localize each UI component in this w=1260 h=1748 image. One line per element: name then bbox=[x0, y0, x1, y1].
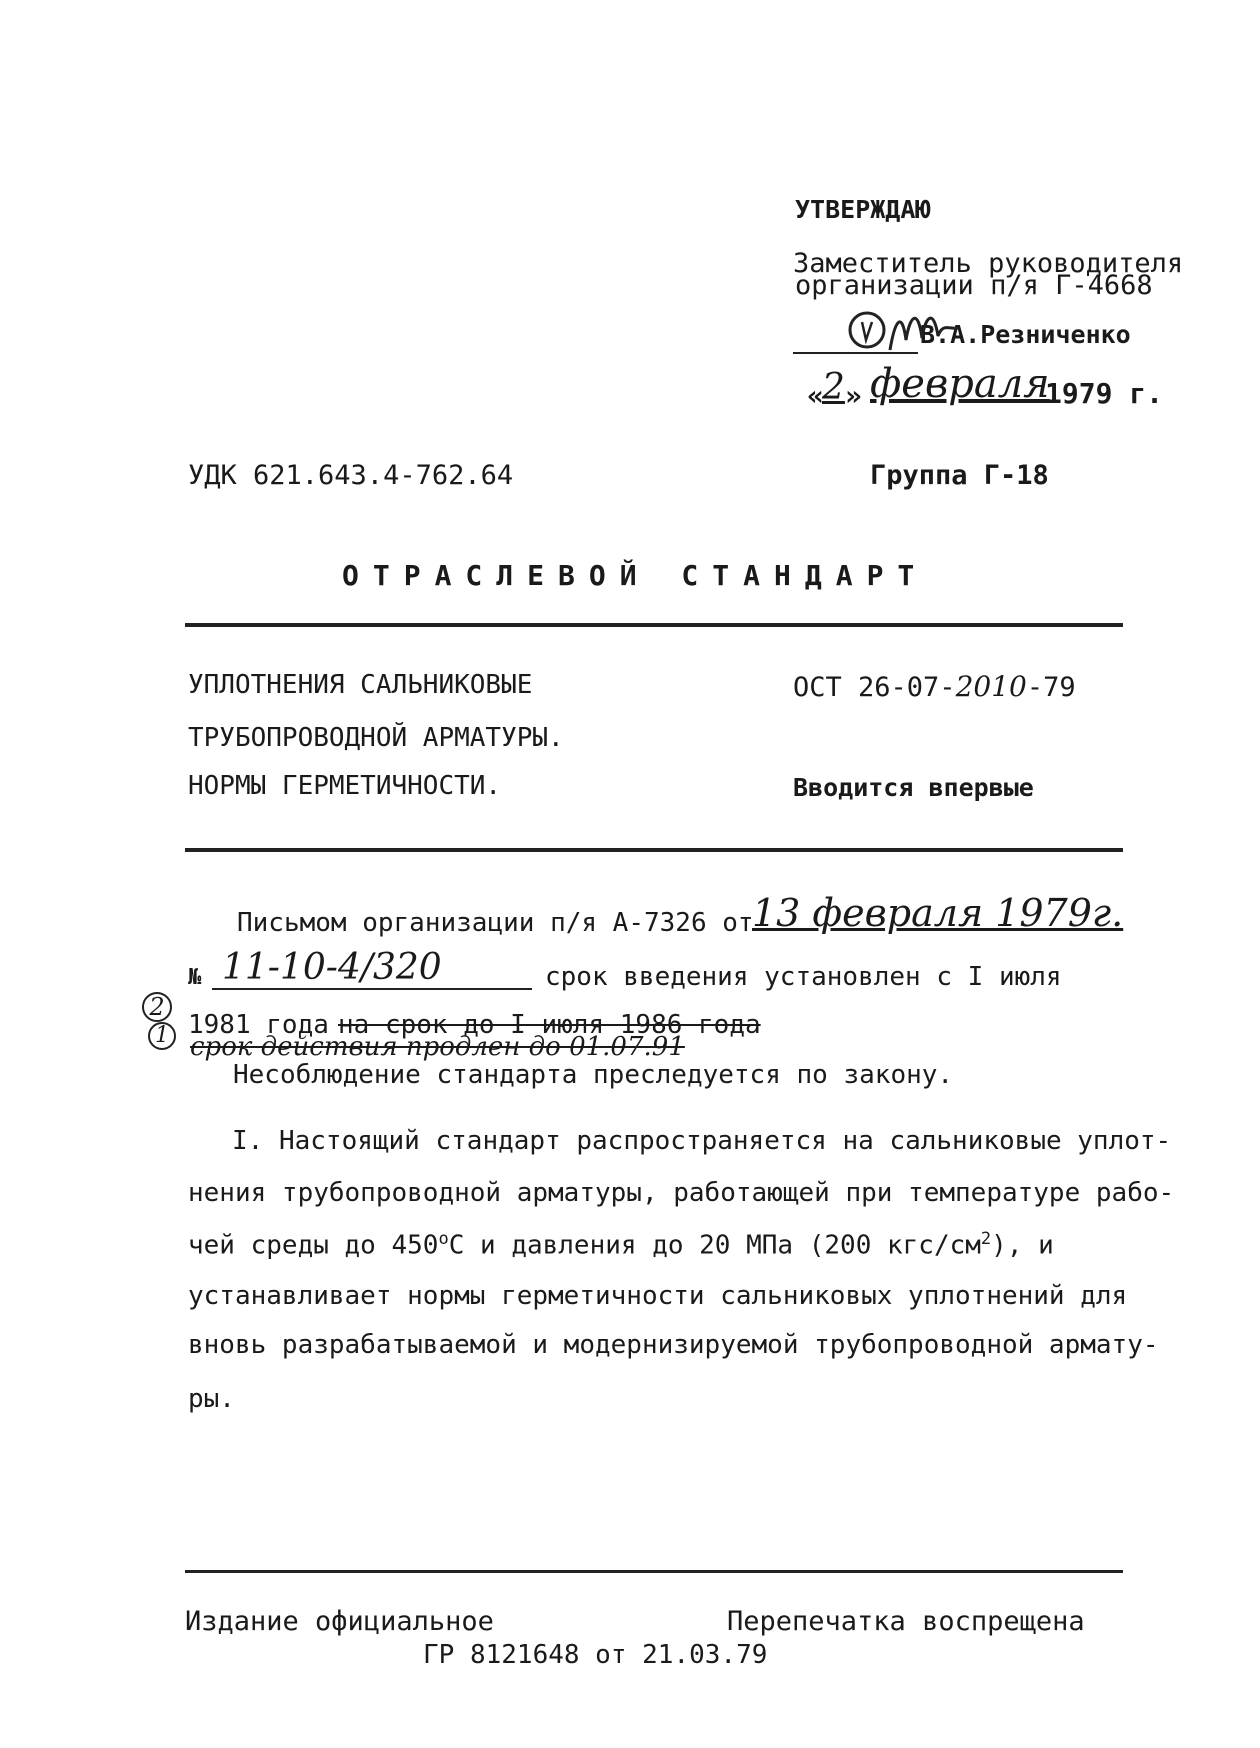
clause-1-line3 bbox=[188, 1231, 1054, 1259]
standard-number bbox=[793, 670, 1076, 703]
extension-handwritten: срок действия продлен до 01.07.91 bbox=[190, 1032, 685, 1062]
revision-mark-1: 1 bbox=[148, 1022, 176, 1050]
footer-rule bbox=[185, 1570, 1123, 1573]
approval-heading: УТВЕРЖДАЮ bbox=[795, 195, 931, 224]
standard-number-handwritten: 2010 bbox=[955, 670, 1027, 703]
clause-1-line3-part-b: С и давления до 20 МПа (200 кгс/см bbox=[448, 1230, 981, 1261]
footer-official-edition: Издание официальное bbox=[185, 1606, 494, 1637]
standard-number-suffix: -79 bbox=[1026, 672, 1076, 703]
degree-sup: о bbox=[438, 1229, 449, 1249]
approval-position-line1: Заместитель руководителя bbox=[793, 248, 1184, 279]
title-line2: ТРУБОПРОВОДНОЙ АРМАТУРЫ. bbox=[188, 723, 564, 753]
law-notice: Несоблюдение стандарта преследуется по закону. bbox=[233, 1060, 954, 1090]
clause-1-line1: I. Настоящий стандарт распространяется на сальниковые уплот- bbox=[232, 1126, 1172, 1156]
clause-1-line2: нения трубопроводной арматуры, работающей при температуре рабо- bbox=[188, 1178, 1175, 1208]
letter-year: 1981 года bbox=[188, 1010, 329, 1040]
top-rule bbox=[185, 623, 1123, 627]
introduced-note: Вводится впервые bbox=[793, 773, 1034, 802]
approval-date-month: февраля bbox=[870, 361, 1050, 407]
bottom-rule bbox=[185, 848, 1123, 852]
letter-prefix: Письмом организации п/я А-7326 от bbox=[237, 908, 754, 938]
document-heading: ОТРАСЛЕВОЙ СТАНДАРТ bbox=[342, 559, 929, 592]
square-sup: 2 bbox=[980, 1229, 992, 1249]
letter-date-handwritten: 13 февраля 1979г. bbox=[752, 891, 1124, 935]
group-code: Группа Г-18 bbox=[870, 460, 1049, 491]
title-line3: НОРМЫ ГЕРМЕТИЧНОСТИ. bbox=[188, 771, 502, 801]
udc-code: УДК 621.643.4-762.64 bbox=[188, 460, 514, 491]
approval-position-line2: организации п/я Г-4668 bbox=[795, 270, 1153, 301]
struck-out-term: на срок до I июля 1986 года bbox=[338, 1010, 761, 1040]
approval-date-day: 2 bbox=[822, 367, 845, 408]
clause-1-line3-part-a: чей среды до 450 bbox=[188, 1230, 439, 1261]
letter-number-underline bbox=[212, 988, 532, 990]
approval-signatory: В.А.Резниченко bbox=[920, 320, 1131, 349]
footer-reprint-prohibited: Перепечатка воспрещена bbox=[727, 1606, 1085, 1637]
clause-1-line4: устанавливает нормы герметичности сальниковых уплотнений для bbox=[188, 1281, 1128, 1311]
letter-number-label: № bbox=[188, 965, 202, 990]
clause-1-line6: ры. bbox=[188, 1384, 235, 1414]
approval-date-year: 1979 г. bbox=[1045, 377, 1164, 410]
letter-number-handwritten: 11-10-4/320 bbox=[222, 947, 442, 988]
revision-mark-2: 2 bbox=[142, 992, 172, 1022]
letter-period: срок введения установлен с I июля bbox=[545, 962, 1062, 992]
clause-1-line5: вновь разрабатываемой и модернизируемой трубопроводной армату- bbox=[188, 1330, 1159, 1360]
footer-registration: ГР 8121648 от 21.03.79 bbox=[423, 1640, 768, 1670]
clause-1-line3-part-c: ), и bbox=[991, 1230, 1054, 1261]
standard-number-prefix: ОСТ 26-07- bbox=[793, 672, 956, 703]
title-line1: УПЛОТНЕНИЯ САЛЬНИКОВЫЕ bbox=[188, 670, 533, 700]
